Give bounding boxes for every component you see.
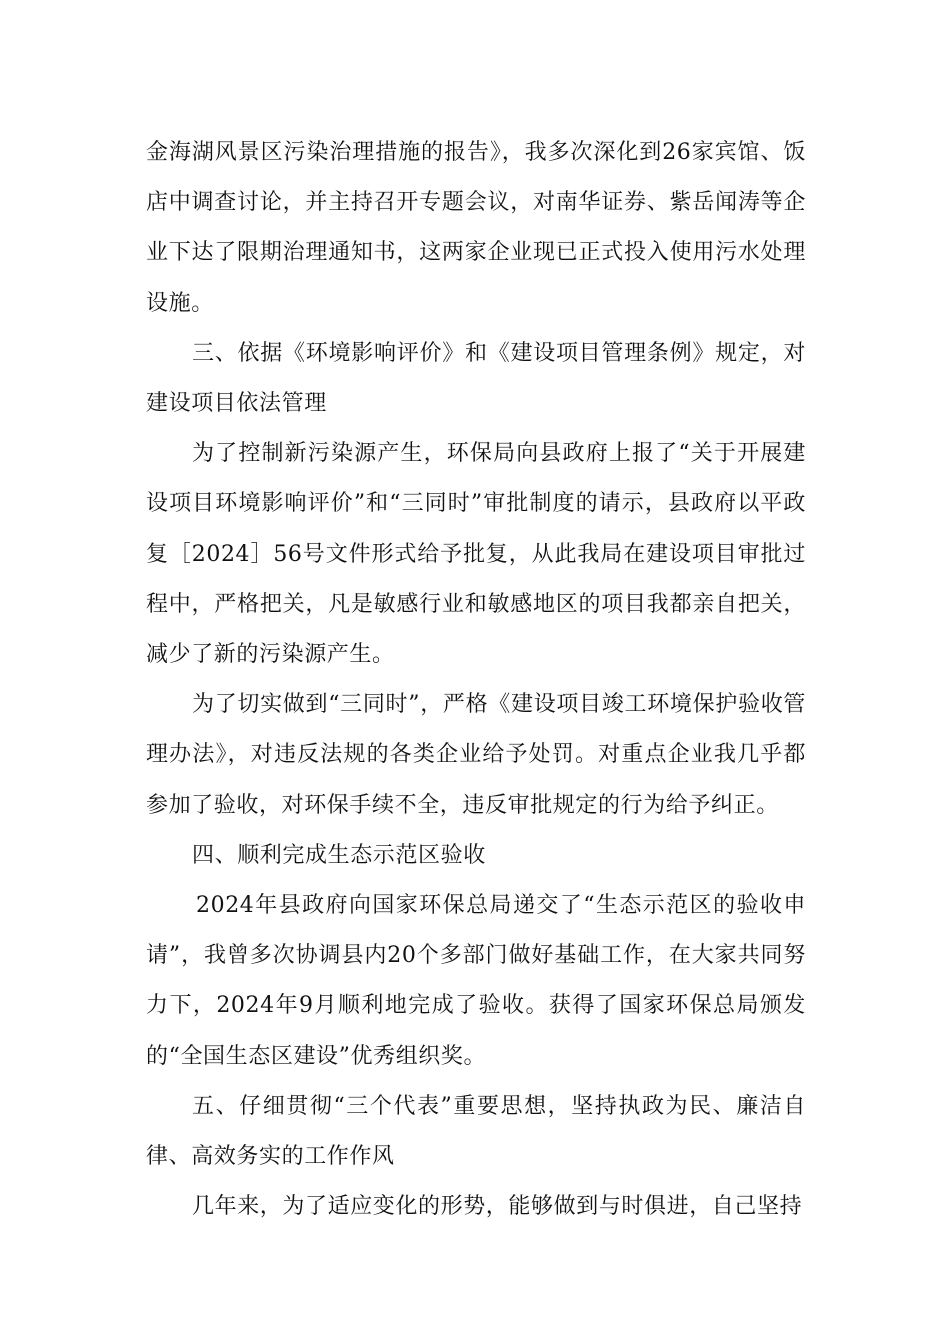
paragraph: 为了控制新污染源产生，环保局向县政府上报了“关于开展建设项目环境影响评价”和“三同时”审批制度的请示，县政府以平政复［2024］56号文件形式给予批复，从此我局在建设项目审批过程中，严格把关，凡是敏感行业和敏感地区的项目我都亲自把关，减少了新的污染源产生。 (146, 441, 806, 668)
section-heading-5: 五、仔细贯彻“三个代表”重要思想，坚持执政为民、廉洁自律、高效务实的工作作风 (146, 1093, 806, 1170)
section-heading-4: 四、顺利完成生态示范区验收 (192, 842, 486, 868)
document-body (146, 128, 806, 1232)
paragraph: 几年来，为了适应变化的形势，能够做到与时俱进，自己坚持 (192, 1194, 803, 1220)
paragraph-continuation: 金海湖风景区污染治理措施的报告》，我多次深化到26家宾馆、饭店中调查讨论，并主持召开专题会议，对南华证券、紫岳闻涛等企业下达了限期治理通知书，这两家企业现已正式投入使用污水处理设施。 (146, 140, 806, 316)
paragraph: 2024年县政府向国家环保总局递交了“生态示范区的验收申请”，我曾多次协调县内20个多部门做好基础工作，在大家共同努力下，2024年9月顺利地完成了验收。获得了国家环保总局颁发的“全国生态区建设”优秀组织奖。 (146, 893, 806, 1069)
section-heading-3: 三、依据《环境影响评价》和《建设项目管理条例》规定，对建设项目依法管理 (146, 340, 806, 417)
paragraph: 为了切实做到“三同时”，严格《建设项目竣工环境保护验收管理办法》，对违反法规的各类企业给予处罚。对重点企业我几乎都参加了验收，对环保手续不全，违反审批规定的行为给予纠正。 (146, 692, 806, 818)
